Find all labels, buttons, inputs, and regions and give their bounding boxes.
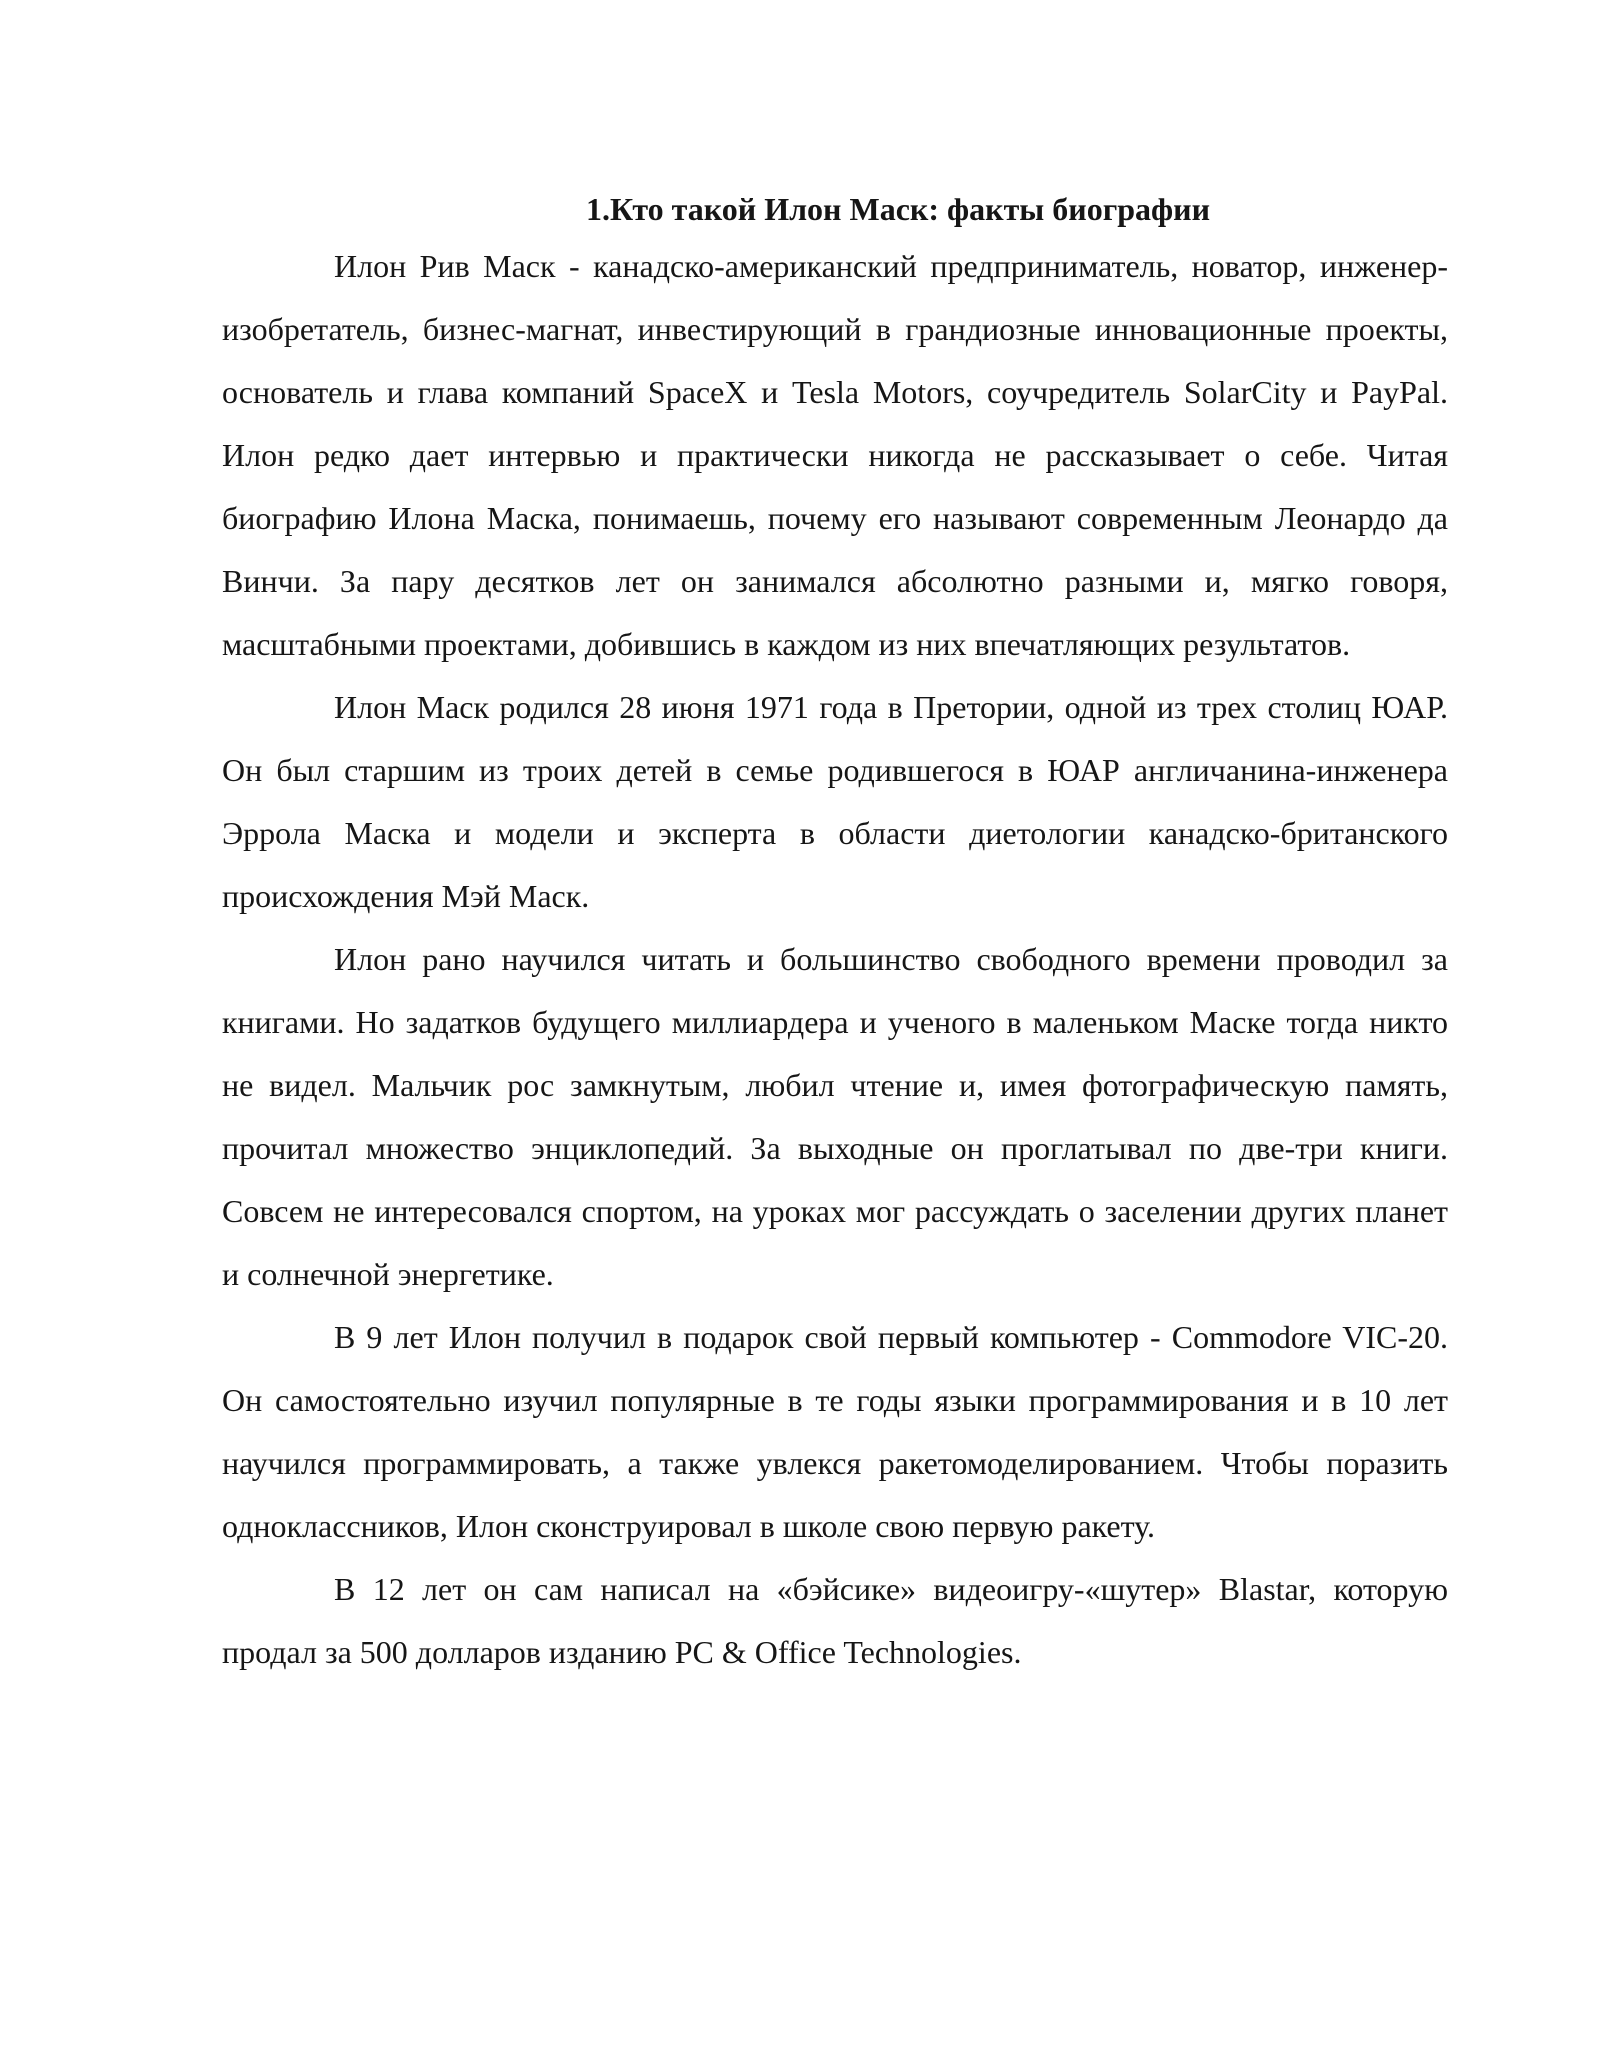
paragraph-first-computer: В 9 лет Илон получил в подарок свой первый компьютер - Commodore VIC-20. Он самостоятельно изучил популярные в те годы языки программирования и в 10 лет научился программировать, а также увлекся ракетомоделированием. Чтобы поразить одноклассников, Илон сконструировал в школе свою первую ракету. xyxy=(222,1319,1448,1544)
paragraph-blastar: В 12 лет он сам написал на «бэйсике» видеоигру-«шутер» Blastar, которую продал за 500 долларов изданию PC & Office Technologies. xyxy=(222,1571,1448,1670)
section-heading: 1.Кто такой Илон Маск: факты биографии xyxy=(585,191,1211,227)
paragraph-intro: Илон Рив Маск - канадско-американский предприниматель, новатор, инженер-изобретатель, бизнес-магнат, инвестирующий в грандиозные инновационные проекты, основатель и глава компаний SpaceX и Tesla Motors, соучредитель SolarCity и PayPal. Илон редко дает интервью и практически никогда не рассказывает о себе. Читая биографию Илона Маска, понимаешь, почему его называют современным Леонардо да Винчи. За пару десятков лет он занимался абсолютно разными и, мягко говоря, масштабными проектами, добившись в каждом из них впечатляющих результатов. xyxy=(222,248,1448,662)
document-body xyxy=(222,186,1448,1684)
paragraph-birth: Илон Маск родился 28 июня 1971 года в Претории, одной из трех столиц ЮАР. Он был старшим из троих детей в семье родившегося в ЮАР англичанина-инженера Эррола Маска и модели и эксперта в области диетологии канадско-британского происхождения Мэй Маск. xyxy=(222,689,1448,914)
paragraph-childhood: Илон рано научился читать и большинство свободного времени проводил за книгами. Но задатков будущего миллиардера и ученого в маленьком Маске тогда никто не видел. Мальчик рос замкнутым, любил чтение и, имея фотографическую память, прочитал множество энциклопедий. За выходные он проглатывал по две-три книги. Совсем не интересовался спортом, на уроках мог рассуждать о заселении других планет и солнечной энергетике. xyxy=(222,941,1448,1292)
